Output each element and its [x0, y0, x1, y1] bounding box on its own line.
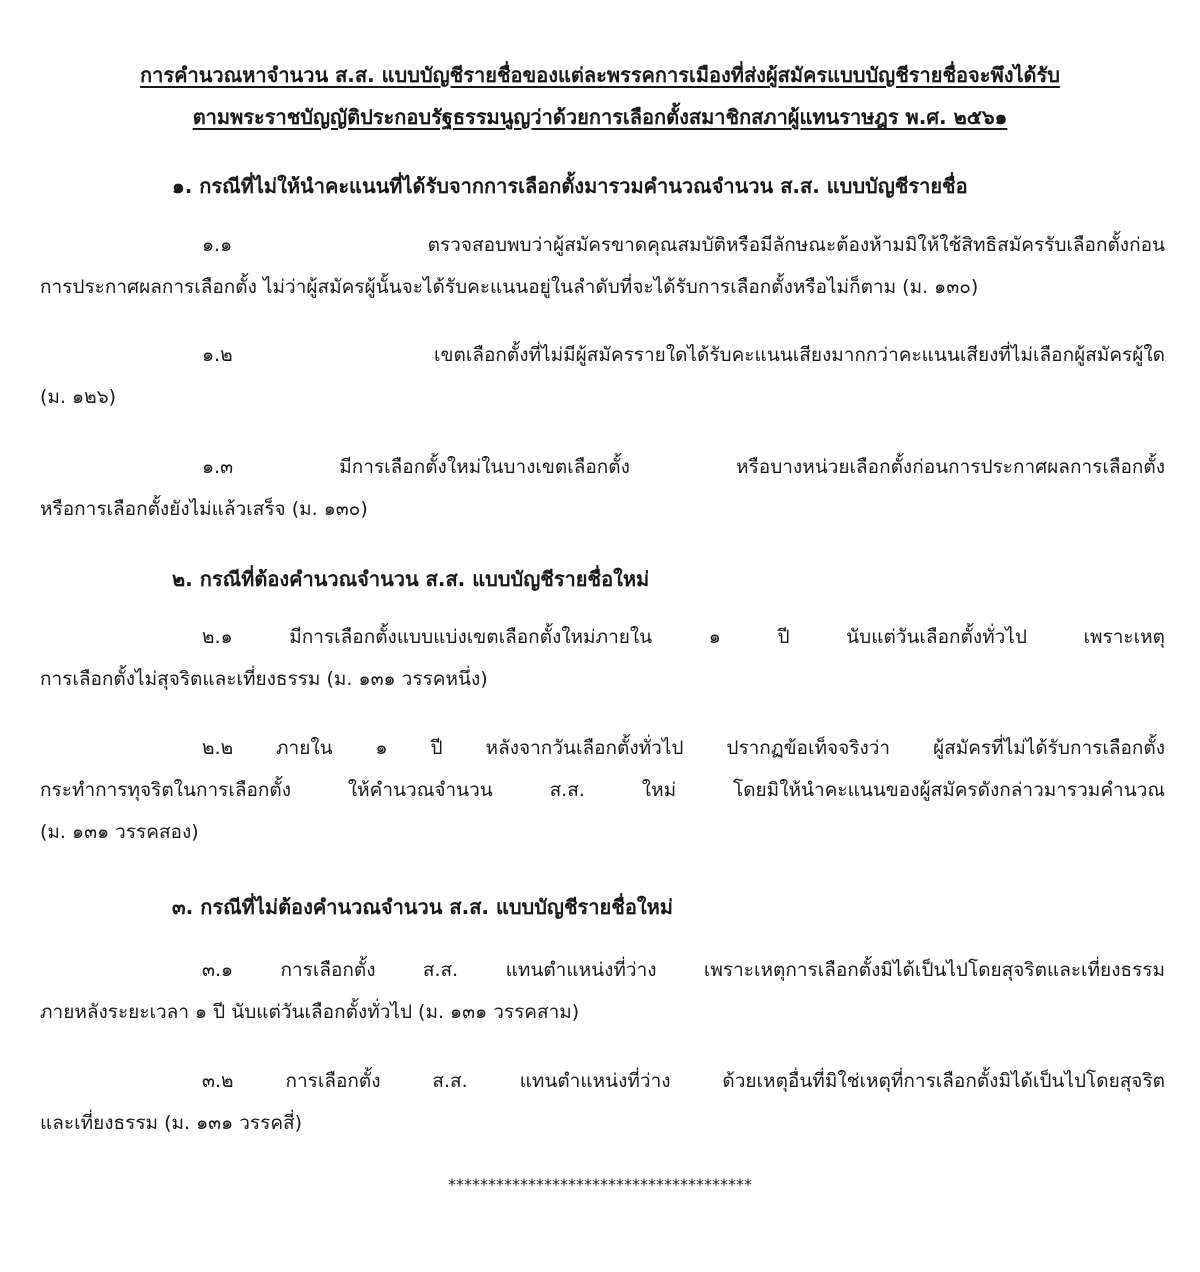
section-2-heading: ๒. กรณีที่ต้องคำนวณจำนวน ส.ส. แบบบัญชีรายชื่อใหม่	[172, 567, 650, 591]
item-2-1-line-1: ๒.๑ มีการเลือกตั้งแบบแบ่งเขตเลือกตั้งใหม่ภายใน ๑ ปี นับแต่วันเลือกตั้งทั่วไป เพราะเหตุ	[202, 626, 1165, 648]
item-1-1	[40, 230, 1165, 302]
item-3-1-line-1: ๓.๑ การเลือกตั้ง ส.ส. แทนตำแหน่งที่ว่าง เพราะเหตุการเลือกตั้งมิได้เป็นไปโดยสุจริตและเที่ยงธรรม	[202, 959, 1165, 981]
item-2-2	[40, 733, 1165, 847]
document-title-line-1: การคำนวณหาจำนวน ส.ส. แบบบัญชีรายชื่อของแต่ละพรรคการเมืองที่ส่งผู้สมัครแบบบัญชีรายชื่อจะพึงได้รับ	[140, 63, 1060, 87]
item-3-1	[40, 955, 1165, 1027]
item-3-2-line-2: และเที่ยงธรรม (ม. ๑๓๑ วรรคสี่)	[40, 1112, 303, 1134]
item-3-2-line-1: ๓.๒ การเลือกตั้ง ส.ส. แทนตำแหน่งที่ว่าง ด้วยเหตุอื่นที่มิใช่เหตุที่การเลือกตั้งมิได้เป็นไปโดยสุจริต	[202, 1070, 1165, 1092]
item-1-3-line-1: ๑.๓ มีการเลือกตั้งใหม่ในบางเขตเลือกตั้ง หรือบางหน่วยเลือกตั้งก่อนการประกาศผลการเลือกตั้ง	[202, 456, 1165, 478]
section-1-heading: ๑. กรณีที่ไม่ให้นำคะแนนที่ได้รับจากการเลือกตั้งมารวมคำนวณจำนวน ส.ส. แบบบัญชีรายชื่อ	[172, 174, 968, 198]
item-2-2-line-2: กระทำการทุจริตในการเลือกตั้ง ให้คำนวณจำนวน ส.ส. ใหม่ โดยมิให้นำคะแนนของผู้สมัครดังกล่าวมารวมคำนวณ	[40, 779, 1165, 801]
item-1-2	[40, 340, 1165, 412]
item-2-1	[40, 622, 1165, 694]
footer-separator: **************************************	[448, 1175, 752, 1194]
item-3-1-line-2: ภายหลังระยะเวลา ๑ ปี นับแต่วันเลือกตั้งทั่วไป (ม. ๑๓๑ วรรคสาม)	[40, 1001, 580, 1023]
item-1-3-line-2: หรือการเลือกตั้งยังไม่แล้วเสร็จ (ม. ๑๓๐)	[40, 498, 368, 520]
item-3-2	[40, 1066, 1165, 1138]
item-1-1-line-1: ๑.๑ ตรวจสอบพบว่าผู้สมัครขาดคุณสมบัติหรือมีลักษณะต้องห้ามมิให้ใช้สิทธิสมัครรับเลือกตั้งก่อน	[202, 234, 1165, 256]
item-1-2-line-2: (ม. ๑๒๖)	[40, 386, 117, 408]
item-1-1-line-2: การประกาศผลการเลือกตั้ง ไม่ว่าผู้สมัครผู้นั้นจะได้รับคะแนนอยู่ในลำดับที่จะได้รับการเลือกตั้งหรือไม่ก็ตาม (ม. ๑๓๐)	[40, 276, 979, 298]
section-3-heading: ๓. กรณีที่ไม่ต้องคำนวณจำนวน ส.ส. แบบบัญชีรายชื่อใหม่	[172, 895, 673, 919]
item-2-2-line-1: ๒.๒ ภายใน ๑ ปี หลังจากวันเลือกตั้งทั่วไป ปรากฏข้อเท็จจริงว่า ผู้สมัครที่ไม่ได้รับการเลือกตั้ง	[202, 737, 1165, 759]
item-1-2-line-1: ๑.๒ เขตเลือกตั้งที่ไม่มีผู้สมัครรายใดได้รับคะแนนเสียงมากกว่าคะแนนเสียงที่ไม่เลือกผู้สมัครผู้ใด	[202, 344, 1165, 366]
item-2-2-line-3: (ม. ๑๓๑ วรรคสอง)	[40, 821, 199, 843]
item-2-1-line-2: การเลือกตั้งไม่สุจริตและเที่ยงธรรม (ม. ๑๓๑ วรรคหนึ่ง)	[40, 668, 488, 690]
item-1-3	[40, 452, 1165, 524]
document-title-line-2: ตามพระราชบัญญัติประกอบรัฐธรรมนูญว่าด้วยการเลือกตั้งสมาชิกสภาผู้แทนราษฎร พ.ศ. ๒๕๖๑	[192, 105, 1008, 129]
